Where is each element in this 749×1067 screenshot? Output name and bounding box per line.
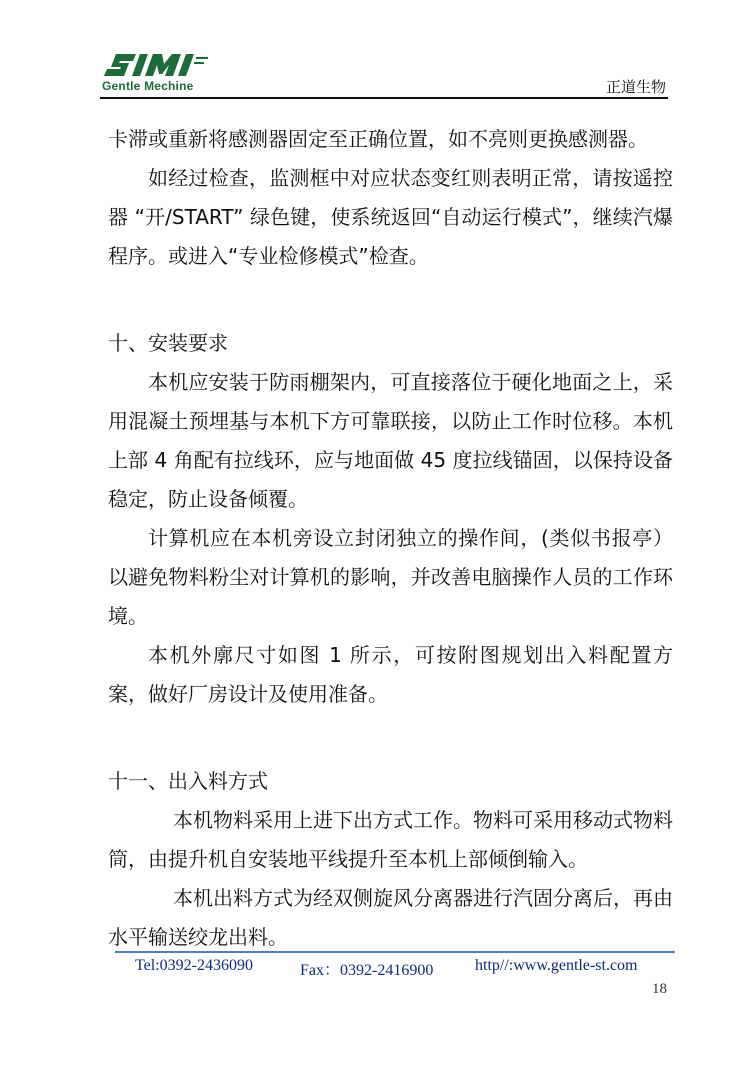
- footer-fax: Fax：0392-2416900: [300, 962, 434, 979]
- paragraph: 卡滞或重新将感测器固定至正确位置，如不亮则更换感测器。: [108, 127, 648, 151]
- paragraph: 本机外廓尺寸如图 1 所示，可按附图规划出入料配置方案，做好厂房设计及使用准备。: [108, 643, 673, 706]
- paragraph: 计算机应在本机旁设立封闭独立的操作间，(类似书报亭）以避免物料粉尘对计算机的影响，并改善电脑操作人员的工作环境。: [108, 526, 673, 628]
- paragraph: 本机出料方式为经双侧旋风分离器进行汽固分离后，再由水平输送绞龙出料。: [108, 886, 673, 949]
- footer-divider: [115, 951, 675, 953]
- paragraph: 本机应安装于防雨棚架内，可直接落位于硬化地面之上，采用混凝土预埋基与本机下方可靠联接，以防止工作时位移。本机上部 4 角配有拉线环，应与地面做 45 度拉线锚固，以保持设备稳定，防止设备倾覆。: [108, 370, 673, 511]
- document-body: [108, 120, 673, 957]
- company-name: 正道生物: [605, 78, 666, 96]
- footer-website[interactable]: http//:www.gentle-st.com: [475, 957, 638, 974]
- paragraph: 如经过检查，监测框中对应状态变红则表明正常，请按遥控器 “开/START” 绿色键，使系统返回“自动运行模式”，继续汽爆程序。或进入“专业检修模式”检查。: [108, 166, 673, 268]
- section-heading: 十、安装要求: [108, 331, 228, 355]
- header-divider: [100, 97, 668, 99]
- page-header: [100, 52, 668, 98]
- section-heading: 十一、出入料方式: [108, 769, 268, 793]
- page-number: 18: [652, 981, 667, 997]
- footer-telephone: Tel:0392-2436090: [135, 957, 253, 974]
- paragraph: 本机物料采用上进下出方式工作。物料可采用移动式物料筒，由提升机自安装地平线提升至本机上部倾倒输入。: [108, 808, 673, 871]
- logo-subtitle: Gentle Mechine: [102, 79, 194, 93]
